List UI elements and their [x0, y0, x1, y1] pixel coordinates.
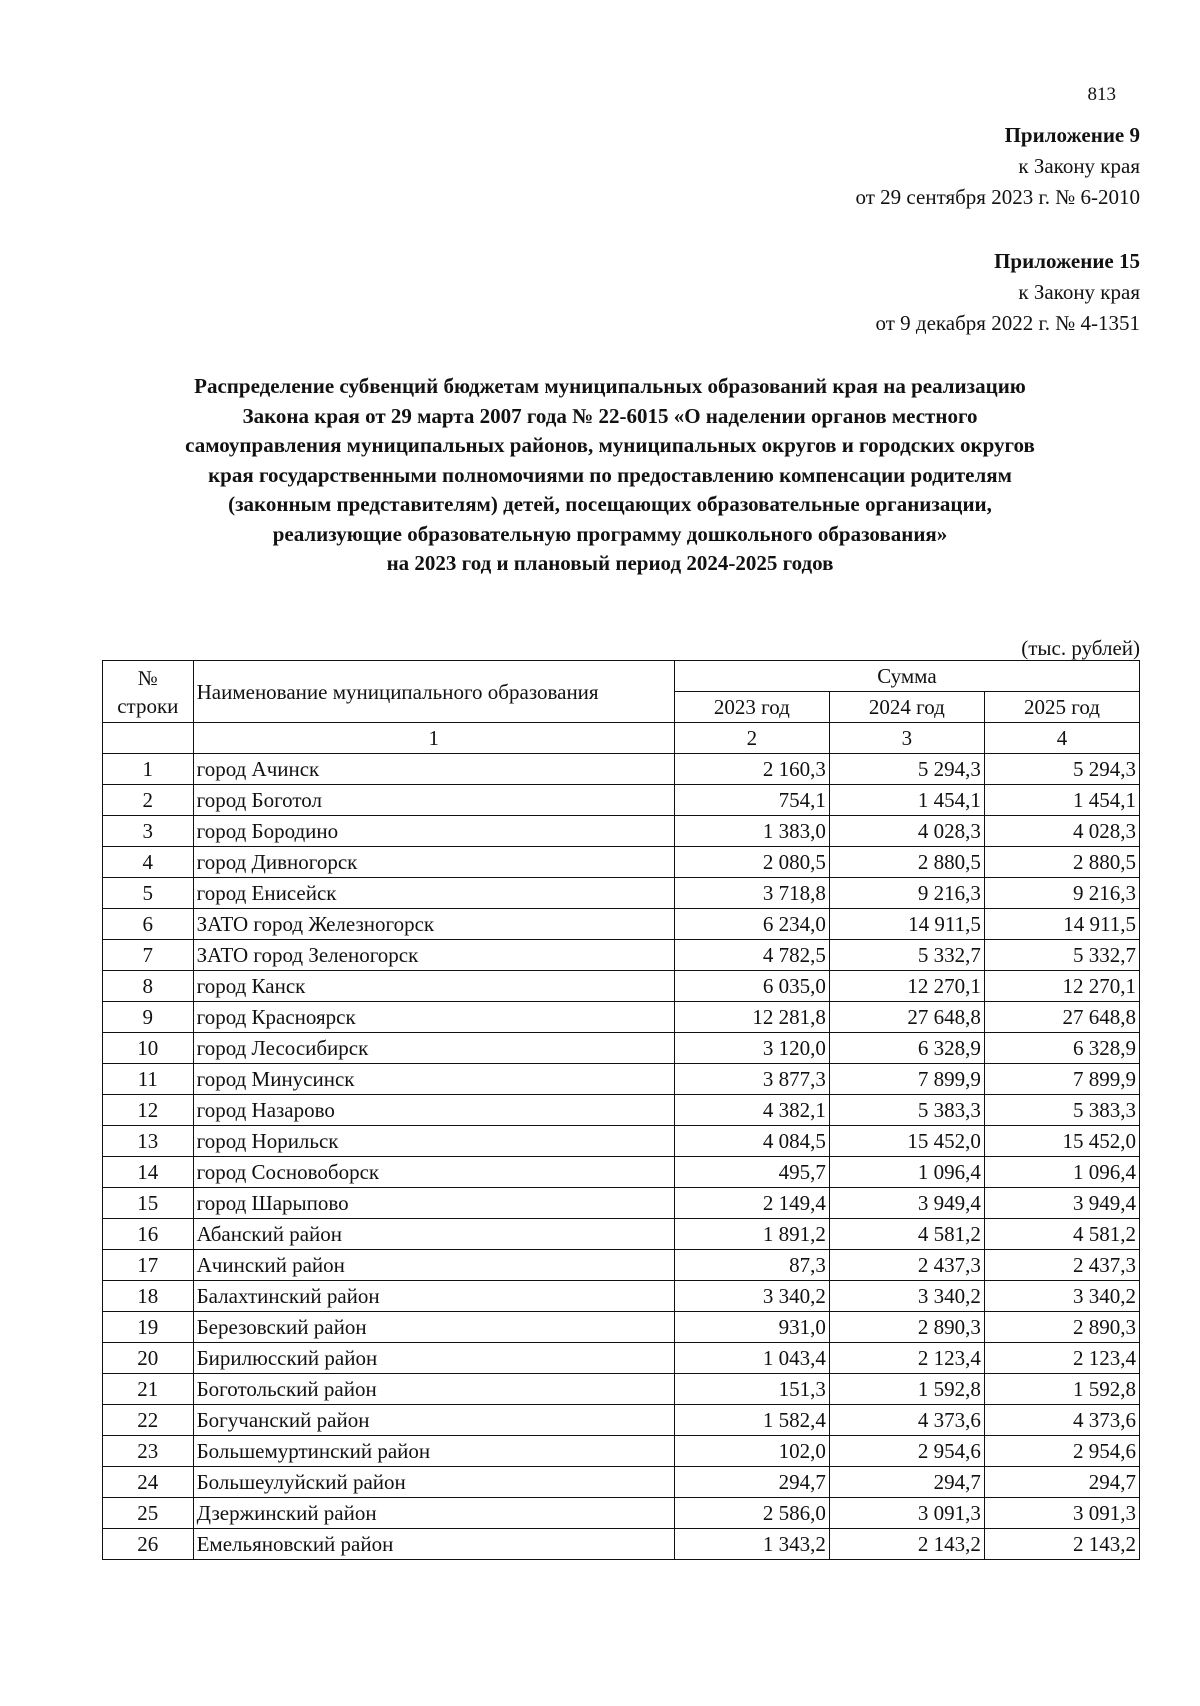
municipality-name: Березовский район	[193, 1312, 674, 1343]
table-row	[103, 1188, 1140, 1219]
row-number: 21	[103, 1374, 194, 1405]
table-row	[103, 1374, 1140, 1405]
amount-2025: 1 454,1	[984, 785, 1139, 816]
amount-2023: 2 586,0	[674, 1498, 829, 1529]
row-number: 12	[103, 1095, 194, 1126]
amount-2024: 3 949,4	[829, 1188, 984, 1219]
header-sum: Сумма	[674, 661, 1139, 692]
row-number: 22	[103, 1405, 194, 1436]
amount-2024: 1 454,1	[829, 785, 984, 816]
amount-2023: 102,0	[674, 1436, 829, 1467]
amount-2025: 1 096,4	[984, 1157, 1139, 1188]
title-line: на 2023 год и плановый период 2024-2025 годов	[386, 551, 834, 575]
amount-2024: 3 340,2	[829, 1281, 984, 1312]
municipality-name: город Норильск	[193, 1126, 674, 1157]
page-number: 813	[1087, 84, 1116, 105]
row-number: 11	[103, 1064, 194, 1095]
amount-2024: 7 899,9	[829, 1064, 984, 1095]
header-row-number: № строки	[103, 661, 194, 723]
amount-2023: 6 035,0	[674, 971, 829, 1002]
amount-2025: 2 437,3	[984, 1250, 1139, 1281]
row-number: 25	[103, 1498, 194, 1529]
municipality-name: город Канск	[193, 971, 674, 1002]
table-row	[103, 1095, 1140, 1126]
table-row	[103, 1343, 1140, 1374]
municipality-name: Емельяновский район	[193, 1529, 674, 1560]
amount-2025: 15 452,0	[984, 1126, 1139, 1157]
amount-2023: 2 160,3	[674, 754, 829, 785]
amount-2024: 2 437,3	[829, 1250, 984, 1281]
municipality-name: город Шарыпово	[193, 1188, 674, 1219]
subvention-table	[102, 660, 1140, 1560]
row-number: 9	[103, 1002, 194, 1033]
municipality-name: Ачинский район	[193, 1250, 674, 1281]
header-year-2025: 2025 год	[984, 692, 1139, 723]
row-number: 5	[103, 878, 194, 909]
amount-2024: 4 581,2	[829, 1219, 984, 1250]
column-index: 2	[674, 723, 829, 754]
row-number: 14	[103, 1157, 194, 1188]
row-number: 20	[103, 1343, 194, 1374]
amount-2023: 754,1	[674, 785, 829, 816]
title-line: края государственными полномочиями по предоставлению компенсации родителям	[208, 462, 1012, 487]
amount-2024: 9 216,3	[829, 878, 984, 909]
amount-2024: 1 096,4	[829, 1157, 984, 1188]
amount-2023: 2 149,4	[674, 1188, 829, 1219]
amount-2023: 1 383,0	[674, 816, 829, 847]
row-number: 4	[103, 847, 194, 878]
amount-2023: 3 340,2	[674, 1281, 829, 1312]
amount-2025: 5 332,7	[984, 940, 1139, 971]
amount-2025: 2 954,6	[984, 1436, 1139, 1467]
table-row	[103, 1436, 1140, 1467]
amount-2024: 6 328,9	[829, 1033, 984, 1064]
appendix-law-ref: к Закону края	[1018, 154, 1140, 178]
municipality-name: город Красноярск	[193, 1002, 674, 1033]
municipality-name: Большеулуйский район	[193, 1467, 674, 1498]
municipality-name: ЗАТО город Зеленогорск	[193, 940, 674, 971]
amount-2024: 4 028,3	[829, 816, 984, 847]
row-number: 10	[103, 1033, 194, 1064]
amount-2024: 3 091,3	[829, 1498, 984, 1529]
municipality-name: город Боготол	[193, 785, 674, 816]
row-number: 13	[103, 1126, 194, 1157]
amount-2024: 294,7	[829, 1467, 984, 1498]
amount-2023: 87,3	[674, 1250, 829, 1281]
units-label: (тыс. рублей)	[1021, 636, 1140, 660]
title-line: (законным представителям) детей, посещающих образовательные организации,	[228, 492, 992, 516]
municipality-name: город Енисейск	[193, 878, 674, 909]
amount-2024: 27 648,8	[829, 1002, 984, 1033]
municipality-name: город Назарово	[193, 1095, 674, 1126]
amount-2024: 2 954,6	[829, 1436, 984, 1467]
table-row	[103, 1467, 1140, 1498]
municipality-name: Дзержинский район	[193, 1498, 674, 1529]
table-row	[103, 1405, 1140, 1436]
amount-2023: 495,7	[674, 1157, 829, 1188]
table-row	[103, 1064, 1140, 1095]
amount-2024: 12 270,1	[829, 971, 984, 1002]
row-number: 23	[103, 1436, 194, 1467]
row-number: 24	[103, 1467, 194, 1498]
appendix-law-ref: к Закону края	[1018, 280, 1140, 304]
amount-2024: 2 890,3	[829, 1312, 984, 1343]
column-index: 4	[984, 723, 1139, 754]
table-row	[103, 1157, 1140, 1188]
amount-2025: 3 091,3	[984, 1498, 1139, 1529]
column-index	[103, 723, 194, 754]
amount-2023: 1 582,4	[674, 1405, 829, 1436]
municipality-name: Абанский район	[193, 1219, 674, 1250]
amount-2025: 1 592,8	[984, 1374, 1139, 1405]
title-line: реализующие образовательную программу дошкольного образования»	[272, 521, 948, 546]
table-row	[103, 816, 1140, 847]
municipality-name: Большемуртинский район	[193, 1436, 674, 1467]
appendix-9-block	[856, 120, 1140, 213]
title-line: самоуправления муниципальных районов, муниципальных округов и городских округов	[185, 433, 1035, 457]
row-number: 6	[103, 909, 194, 940]
municipality-name: город Минусинск	[193, 1064, 674, 1095]
row-number: 26	[103, 1529, 194, 1560]
amount-2025: 2 880,5	[984, 847, 1139, 878]
amount-2025: 7 899,9	[984, 1064, 1139, 1095]
amount-2025: 27 648,8	[984, 1002, 1139, 1033]
amount-2023: 4 382,1	[674, 1095, 829, 1126]
amount-2025: 3 340,2	[984, 1281, 1139, 1312]
municipality-name: ЗАТО город Железногорск	[193, 909, 674, 940]
amount-2023: 4 782,5	[674, 940, 829, 971]
amount-2023: 294,7	[674, 1467, 829, 1498]
row-number: 2	[103, 785, 194, 816]
amount-2024: 5 294,3	[829, 754, 984, 785]
row-number: 8	[103, 971, 194, 1002]
amount-2023: 4 084,5	[674, 1126, 829, 1157]
amount-2025: 3 949,4	[984, 1188, 1139, 1219]
municipality-name: город Лесосибирск	[193, 1033, 674, 1064]
amount-2025: 2 143,2	[984, 1529, 1139, 1560]
row-number: 15	[103, 1188, 194, 1219]
table-row	[103, 1312, 1140, 1343]
row-number: 16	[103, 1219, 194, 1250]
amount-2024: 2 880,5	[829, 847, 984, 878]
municipality-name: Балахтинский район	[193, 1281, 674, 1312]
amount-2025: 294,7	[984, 1467, 1139, 1498]
table-row	[103, 754, 1140, 785]
row-number: 1	[103, 754, 194, 785]
municipality-name: Боготольский район	[193, 1374, 674, 1405]
amount-2023: 6 234,0	[674, 909, 829, 940]
row-number: 19	[103, 1312, 194, 1343]
amount-2025: 5 383,3	[984, 1095, 1139, 1126]
table-row	[103, 1498, 1140, 1529]
amount-2023: 1 891,2	[674, 1219, 829, 1250]
header-municipality-name: Наименование муниципального образования	[193, 661, 674, 723]
amount-2024: 4 373,6	[829, 1405, 984, 1436]
column-index: 1	[193, 723, 674, 754]
amount-2025: 2 890,3	[984, 1312, 1139, 1343]
table-row	[103, 1126, 1140, 1157]
amount-2024: 5 332,7	[829, 940, 984, 971]
row-number: 7	[103, 940, 194, 971]
column-index: 3	[829, 723, 984, 754]
table-row	[103, 847, 1140, 878]
amount-2023: 931,0	[674, 1312, 829, 1343]
amount-2025: 5 294,3	[984, 754, 1139, 785]
municipality-name: Бирилюсский район	[193, 1343, 674, 1374]
amount-2023: 3 877,3	[674, 1064, 829, 1095]
municipality-name: город Бородино	[193, 816, 674, 847]
amount-2025: 12 270,1	[984, 971, 1139, 1002]
amount-2025: 6 328,9	[984, 1033, 1139, 1064]
amount-2025: 4 373,6	[984, 1405, 1139, 1436]
table-row	[103, 1250, 1140, 1281]
table-row	[103, 1033, 1140, 1064]
appendix-title: Приложение 9	[1004, 123, 1140, 147]
amount-2024: 5 383,3	[829, 1095, 984, 1126]
appendix-law-date: от 29 сентября 2023 г. № 6-2010	[855, 185, 1140, 209]
amount-2024: 14 911,5	[829, 909, 984, 940]
table-row	[103, 1002, 1140, 1033]
amount-2024: 1 592,8	[829, 1374, 984, 1405]
table-row	[103, 940, 1140, 971]
amount-2023: 1 043,4	[674, 1343, 829, 1374]
municipality-name: Богучанский район	[193, 1405, 674, 1436]
table-row	[103, 878, 1140, 909]
document-title	[110, 372, 1110, 579]
title-line: Распределение субвенций бюджетам муниципальных образований края на реализацию	[194, 374, 1026, 398]
appendix-15-block	[876, 246, 1140, 339]
header-year-2023: 2023 год	[674, 692, 829, 723]
amount-2025: 14 911,5	[984, 909, 1139, 940]
table-row	[103, 785, 1140, 816]
table-row	[103, 909, 1140, 940]
amount-2024: 2 143,2	[829, 1529, 984, 1560]
amount-2023: 1 343,2	[674, 1529, 829, 1560]
amount-2023: 3 120,0	[674, 1033, 829, 1064]
amount-2025: 4 028,3	[984, 816, 1139, 847]
amount-2024: 15 452,0	[829, 1126, 984, 1157]
amount-2025: 2 123,4	[984, 1343, 1139, 1374]
table-row	[103, 1219, 1140, 1250]
municipality-name: город Ачинск	[193, 754, 674, 785]
title-line: Закона края от 29 марта 2007 года № 22-6015 «О наделении органов местного	[242, 403, 978, 428]
municipality-name: город Дивногорск	[193, 847, 674, 878]
row-number: 3	[103, 816, 194, 847]
row-number: 17	[103, 1250, 194, 1281]
table-row	[103, 1281, 1140, 1312]
amount-2023: 151,3	[674, 1374, 829, 1405]
appendix-title: Приложение 15	[994, 249, 1140, 273]
municipality-name: город Сосновоборск	[193, 1157, 674, 1188]
row-number: 18	[103, 1281, 194, 1312]
header-year-2024: 2024 год	[829, 692, 984, 723]
table-row	[103, 971, 1140, 1002]
amount-2025: 4 581,2	[984, 1219, 1139, 1250]
amount-2024: 2 123,4	[829, 1343, 984, 1374]
table-body	[103, 754, 1140, 1560]
amount-2023: 2 080,5	[674, 847, 829, 878]
amount-2023: 12 281,8	[674, 1002, 829, 1033]
appendix-law-date: от 9 декабря 2022 г. № 4-1351	[875, 311, 1140, 335]
amount-2025: 9 216,3	[984, 878, 1139, 909]
table-row	[103, 1529, 1140, 1560]
amount-2023: 3 718,8	[674, 878, 829, 909]
